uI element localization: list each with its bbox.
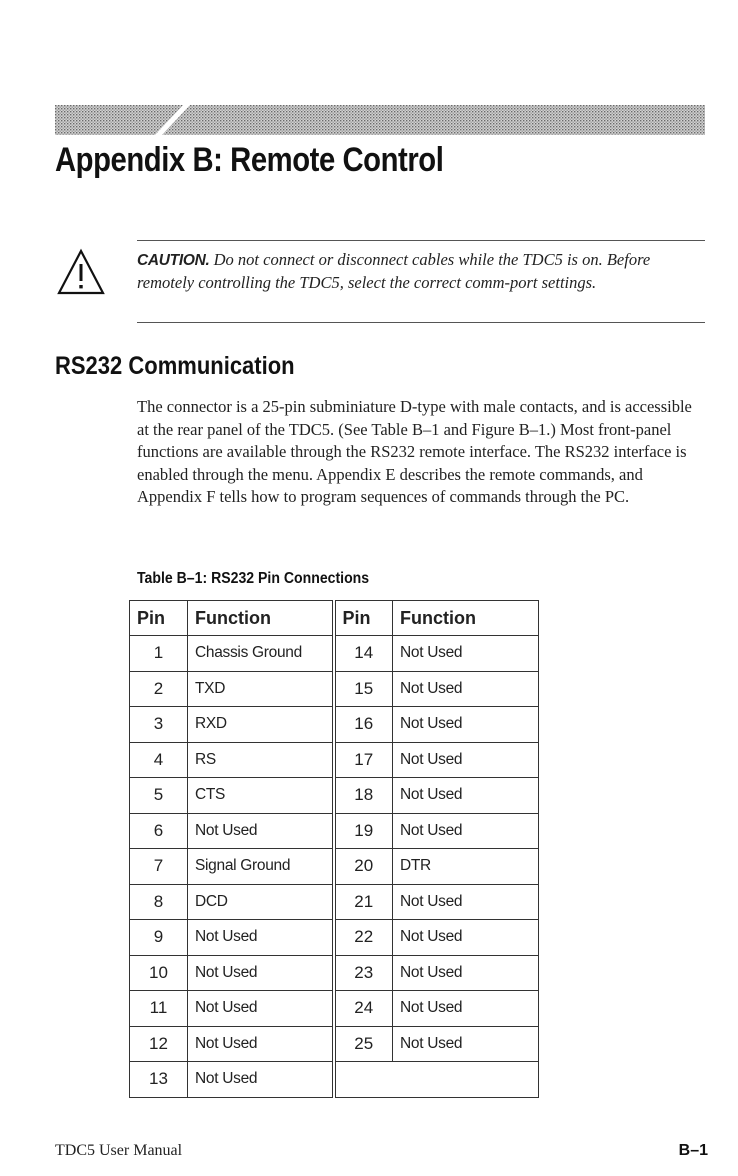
pin-function: Not Used [393, 920, 539, 956]
pin-function: Not Used [188, 955, 334, 991]
pin-function: TXD [188, 671, 334, 707]
caution-bottom-rule [137, 322, 705, 323]
pin-number: 6 [130, 813, 188, 849]
pin-number: 9 [130, 920, 188, 956]
pin-function: Not Used [393, 1026, 539, 1062]
pin-number: 24 [334, 991, 393, 1027]
pin-number: 17 [334, 742, 393, 778]
pin-number: 7 [130, 849, 188, 885]
table-row [130, 920, 539, 956]
pin-number: 13 [130, 1062, 188, 1098]
header-pin-right: Pin [334, 601, 393, 636]
pin-number: 18 [334, 778, 393, 814]
caution-top-rule [137, 240, 705, 241]
pin-number: 5 [130, 778, 188, 814]
table-row [130, 778, 539, 814]
pin-function: Not Used [393, 778, 539, 814]
pin-function: DCD [188, 884, 334, 920]
table-row [130, 1026, 539, 1062]
section-heading: RS232 Communication [55, 352, 295, 380]
pin-number: 20 [334, 849, 393, 885]
table-row [130, 636, 539, 672]
pin-number: 16 [334, 707, 393, 743]
pin-function: Not Used [393, 671, 539, 707]
pin-function: Signal Ground [188, 849, 334, 885]
pin-function: RXD [188, 707, 334, 743]
table-row [130, 991, 539, 1027]
pin-function: Chassis Ground [188, 636, 334, 672]
pin-function: Not Used [393, 636, 539, 672]
pin-connections-table [129, 600, 539, 1098]
table-row [130, 813, 539, 849]
table-row [130, 707, 539, 743]
table-row [130, 1062, 539, 1098]
caution-text [137, 249, 705, 294]
pin-function: Not Used [188, 1062, 334, 1098]
table-caption: Table B–1: RS232 Pin Connections [137, 570, 370, 587]
pin-function: Not Used [188, 1026, 334, 1062]
pin-number: 4 [130, 742, 188, 778]
pin-function: Not Used [393, 884, 539, 920]
table-row [130, 849, 539, 885]
table-row [130, 671, 539, 707]
pin-number: 1 [130, 636, 188, 672]
body-paragraph: The connector is a 25-pin subminiature D-type with male contacts, and is accessible at the rear panel of the TDC5. (See Table B–1 and Figure B–1.) Most front-panel functions are available through the RS232 remote interface. The RS232 interface is enabled through the menu. Appendix E describes the remote commands, and Appendix F tells how to program sequences of commands through the PC. [137, 397, 692, 506]
pin-function: CTS [188, 778, 334, 814]
empty-cell [334, 1062, 539, 1098]
pin-number: 22 [334, 920, 393, 956]
table-row [130, 742, 539, 778]
header-function-left: Function [188, 601, 334, 636]
footer-manual-title: TDC5 User Manual [55, 1142, 183, 1159]
pin-function: Not Used [188, 920, 334, 956]
warning-triangle-icon [56, 248, 106, 296]
table-row [130, 884, 539, 920]
footer-page-number: B–1 [678, 1142, 708, 1159]
pin-number: 23 [334, 955, 393, 991]
caution-message: Do not connect or disconnect cables while the TDC5 is on. Before remotely controlling the TDC5, select the correct comm-port settings. [137, 250, 651, 292]
pin-number: 25 [334, 1026, 393, 1062]
pin-number: 3 [130, 707, 188, 743]
caution-label: CAUTION. [137, 252, 210, 269]
table-row [130, 955, 539, 991]
chapter-header-band [55, 105, 705, 135]
chapter-title: Appendix B: Remote Control [55, 141, 444, 179]
pin-function: RS [188, 742, 334, 778]
pin-function: Not Used [188, 813, 334, 849]
pin-function: Not Used [393, 742, 539, 778]
pin-function: Not Used [393, 991, 539, 1027]
pin-number: 19 [334, 813, 393, 849]
pin-function: Not Used [393, 707, 539, 743]
pin-number: 14 [334, 636, 393, 672]
pin-function: Not Used [393, 955, 539, 991]
header-function-right: Function [393, 601, 539, 636]
header-pin-left: Pin [130, 601, 188, 636]
pin-number: 2 [130, 671, 188, 707]
pin-number: 8 [130, 884, 188, 920]
pin-function: DTR [393, 849, 539, 885]
pin-number: 12 [130, 1026, 188, 1062]
pin-number: 15 [334, 671, 393, 707]
pin-function: Not Used [188, 991, 334, 1027]
pin-number: 11 [130, 991, 188, 1027]
pin-number: 10 [130, 955, 188, 991]
pin-function: Not Used [393, 813, 539, 849]
header-band-graphic [55, 105, 705, 135]
pin-number: 21 [334, 884, 393, 920]
table-header-row [130, 601, 539, 636]
